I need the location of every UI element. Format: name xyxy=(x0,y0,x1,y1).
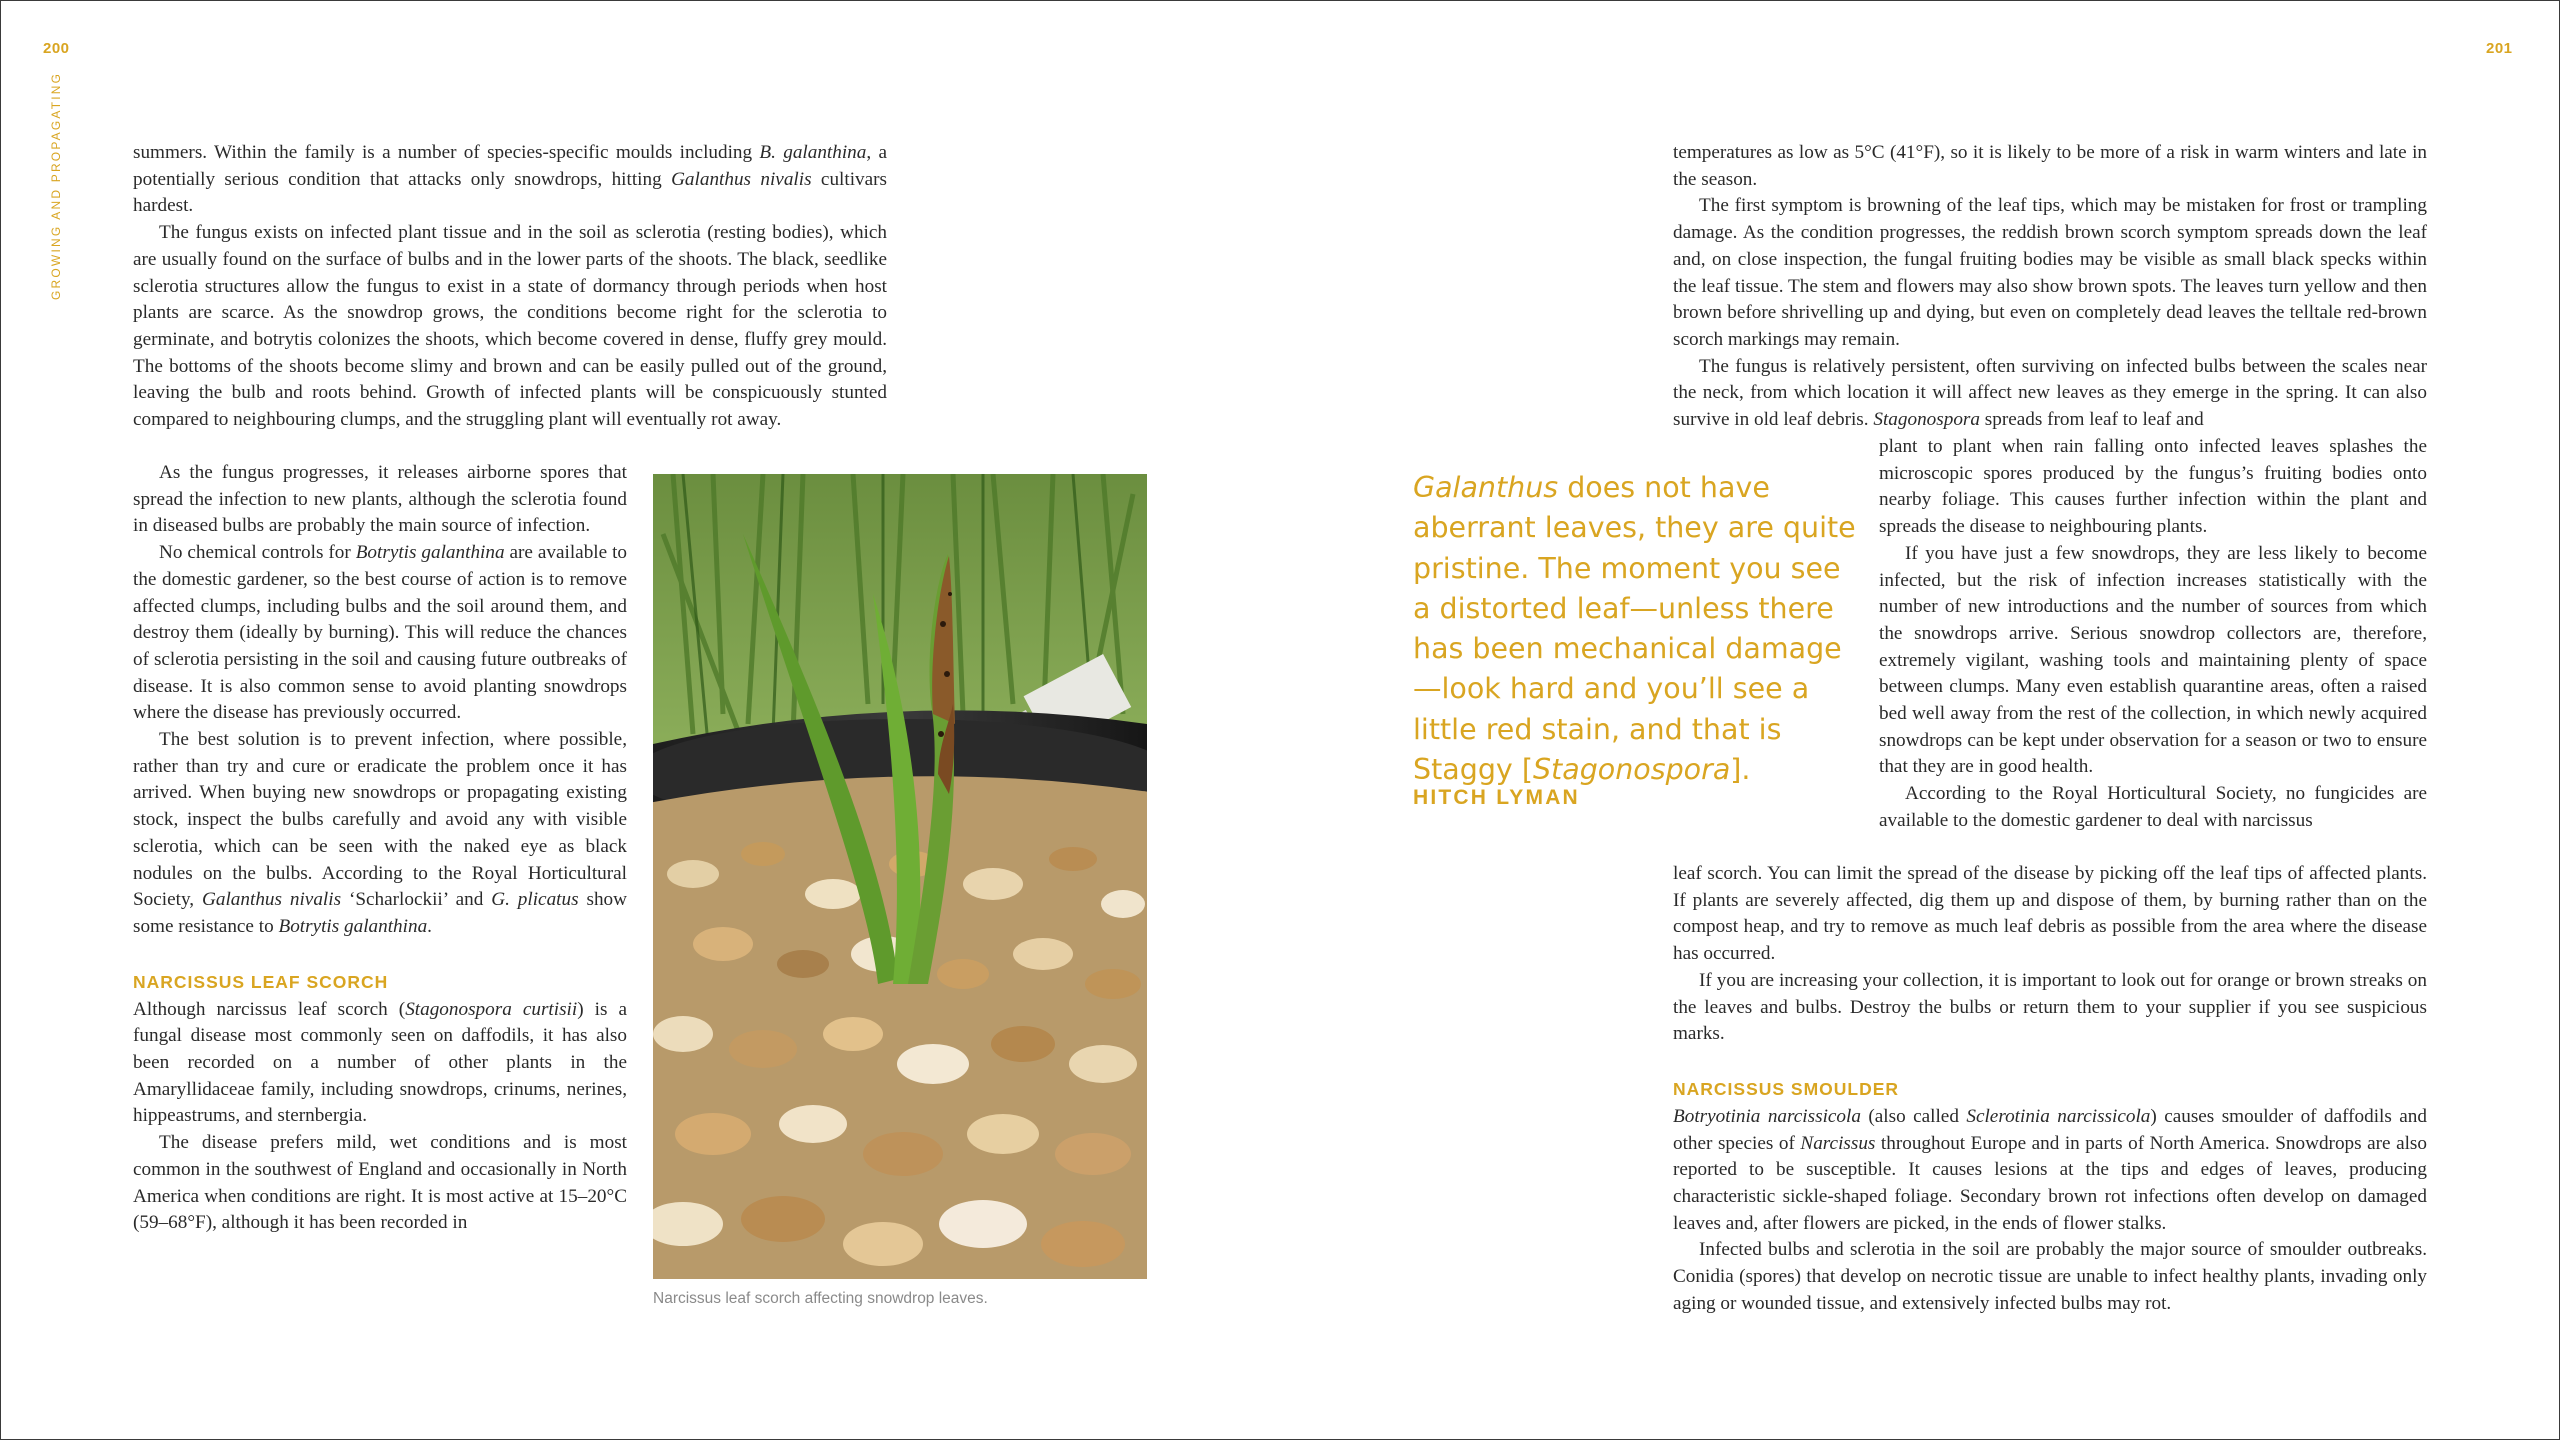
right-paragraph-3b: plant to plant when rain falling onto infected leaves splashes the microscopic spores produced by the fungus’s fruiting bodies onto nearby foliage. This causes further infection within the plant and spreads the disease to neighbouring plants. xyxy=(1879,436,2427,538)
left-paragraph-2: The fungus exists on infected plant tissue and in the soil as sclerotia (resting bodies), which are usually found on the surface of bulbs and in the lower parts of the shoots. The black, seedlike sclerotia structures allow the fungus to exist in a state of dormancy through periods when host plants are scarce. As the snowdrop grows, the conditions become right for the sclerotia to germinate, and botrytis colonizes the shoots, which become covered in dense, fluffy grey mould. The bottoms of the shoots become slimy and brown and can be easily pulled out of the ground, leaving the bulb and roots behind. Growth of infected plants will be conspicuously stunted compared to neighbouring clumps, and the struggling plant will eventually rot away. xyxy=(133,222,887,431)
italic-run: G. plicatus xyxy=(491,889,579,911)
right-paragraph-6: If you are increasing your collection, it is important to look out for orange or brown streaks on the leaves and bulbs. Destroy the bulbs or return them to your supplier if you see suspicious marks. xyxy=(1673,969,2427,1045)
italic-run: Botrytis galanthina xyxy=(278,915,428,937)
photo-caption: Narcissus leaf scorch affecting snowdrop leaves. xyxy=(653,1290,988,1307)
section-heading-leaf-scorch: NARCISSUS LEAF SCORCH xyxy=(133,971,389,992)
snowdrop-illustration xyxy=(653,474,1147,1279)
left-page-number: 200 xyxy=(43,40,70,57)
text-run: Although narcissus leaf scorch ( xyxy=(133,998,406,1020)
text-run: ‘Scharlockii’ and xyxy=(341,889,492,911)
italic-run: Galanthus xyxy=(1413,471,1559,504)
text-run: The best solution is to prevent infection, where possible, rather than try and cure or eradicate the problem once it has arrived. When buying new snowdrops or propagating existing stock, inspect the bulbs carefully and avoid any with visible sclerotia, which can be seen with the naked eye as black nodules on the bulbs. According to the Royal Horticultural Society, xyxy=(133,729,627,911)
left-top-column xyxy=(133,140,887,434)
left-paragraph-4 xyxy=(133,540,627,727)
left-paragraph-7: The disease prefers mild, wet conditions and is most common in the southwest of England and occasionally in North America when conditions are right. It is most active at 15–20°C (59–68°F), although it has been recorded in xyxy=(133,1132,627,1234)
section-heading-smoulder: NARCISSUS SMOULDER xyxy=(1673,1078,1900,1099)
right-paragraph-7 xyxy=(1673,1104,2427,1238)
text-run: The fungus is relatively persistent, often surviving on infected bulbs between the scales near the neck, from which location it will affect new leaves as they emerge in the spring. It can also survive in old leaf debris. xyxy=(1673,355,2427,431)
text-run: does not have aberrant leaves, they are quite pristine. The moment you see a distorted leaf—unless there has been mechanical damage—look hard and you’ll see a little red stain, and that is Staggy [ xyxy=(1413,471,1856,787)
right-page-number: 201 xyxy=(2486,40,2513,57)
left-paragraph-3: As the fungus progresses, it releases airborne spores that spread the infection to new plants, although the sclerotia found in diseased bulbs are probably the main source of infection. xyxy=(133,462,627,537)
right-paragraph-8: Infected bulbs and sclerotia in the soil are probably the major source of smoulder outbreaks. Conidia (spores) that develop on necrotic tissue are unable to infect healthy plants, invading only aging or wounded tissue, and extensively infected bulbs may rot. xyxy=(1673,1239,2427,1314)
text-run: show some resistance to xyxy=(133,889,627,937)
italic-run: Narcissus xyxy=(1800,1132,1876,1154)
italic-run: Sclerotinia narcissicola xyxy=(1966,1105,2151,1127)
right-paragraph-4: If you have just a few snowdrops, they are less likely to become infected, but the risk of infection increases statistically with the number of new introductions and the number of sources from which the snowdrops arrive. Serious snowdrop collectors are, therefore, extremely vigilant, washing tools and maintaining plenty of space between clumps. Many even establish quarantine areas, often a raised bed well away from the rest of the collection, in which newly acquired snowdrops can be kept under observation for a season or two to ensure that they are in good health. xyxy=(1879,542,2427,778)
text-run: spreads from leaf to leaf and xyxy=(1979,409,2204,431)
italic-run: Botrytis galanthina xyxy=(355,542,505,564)
pull-quote xyxy=(1413,468,1861,790)
right-top-column xyxy=(1673,140,2427,434)
text-run: cultivars hardest. xyxy=(133,168,888,217)
text-run: , a potentially serious condition that attacks only snowdrops, hitting xyxy=(133,142,887,190)
text-run: throughout Europe and in parts of North America. Snowdrops are also reported to be susceptible. It causes lesions at the tips and edges of leaves, producing characteristic sickle-shaped foliage. Secondary brown rot infections often develop on damaged leaves and, after flowers are picked, in the ends of flower stalks. xyxy=(1673,1132,2427,1234)
right-paragraph-1: temperatures as low as 5°C (41°F), so it is likely to be more of a risk in warm winters and late in the season. xyxy=(1673,142,2427,190)
left-narrow-column xyxy=(133,460,627,1237)
italic-run: B. galanthina xyxy=(759,142,867,163)
right-paragraph-5b: leaf scorch. You can limit the spread of the disease by picking off the leaf tips of affected plants. If plants are severely affected, dig them up and dispose of them, by burning rather than on the compost heap, and try to remove as much leaf debris as possible from the area where the disease has occurred. xyxy=(1673,863,2427,965)
right-paragraph-2: The first symptom is browning of the leaf tips, which may be mistaken for frost or trampling damage. As the condition progresses, the reddish brown scorch symptom spreads down the leaf and, on close inspection, the fungal fruiting bodies may be visible as small black specks within the leaf tissue. The stem and flowers may also show brown spots. The leaves turn yellow and then brown before shrivelling up and dying, but even on completely dead leaves the telltale red-brown scorch markings may remain. xyxy=(1673,195,2427,350)
italic-run: Stagonospora xyxy=(1532,753,1731,787)
text-run: . xyxy=(427,915,432,937)
text-run: ) is a fungal disease most commonly seen on daffodils, it has also been recorded on a number of other plants in the Amaryllidaceae family, including snowdrops, crinums, nerines, hippeastrums, and sternbergia. xyxy=(133,998,627,1127)
italic-run: Stagonospora curtisii xyxy=(405,998,578,1020)
right-paragraph-3a xyxy=(1673,354,2427,434)
text-run: ) causes smoulder of daffodils and other species of xyxy=(1673,1105,2427,1154)
italic-run: Galanthus nivalis xyxy=(202,889,342,911)
right-narrow-column xyxy=(1879,434,2427,835)
left-paragraph-5 xyxy=(133,727,627,941)
right-bottom-column xyxy=(1673,861,2427,1318)
right-paragraph-5a: According to the Royal Horticultural Society, no fungicides are available to the domestic gardener to deal with narcissus xyxy=(1879,783,2427,831)
text-run: (also called xyxy=(1860,1105,1967,1127)
italic-run: Botryotinia narcissicola xyxy=(1673,1105,1861,1127)
italic-run: Stagonospora xyxy=(1873,409,1980,431)
italic-run: Galanthus nivalis xyxy=(671,168,812,190)
text-run: summers. Within the family is a number of species-specific moulds including xyxy=(133,142,760,163)
text-run: are available to the domestic gardener, so the best course of action is to remove affected clumps, including bulbs and the soil around them, and destroy them (ideally by burning). This will reduce the chances of sclerotia persisting in the soil and causing future outbreaks of disease. It is also common sense to avoid planting snowdrops where the disease has previously occurred. xyxy=(133,542,628,724)
running-head: GROWING AND PROPAGATING xyxy=(49,71,63,300)
left-paragraph-1 xyxy=(133,140,887,220)
text-run: ]. xyxy=(1730,753,1751,787)
text-run: No chemical controls for xyxy=(159,542,356,564)
left-paragraph-6 xyxy=(133,997,627,1131)
snowdrop-photo xyxy=(653,474,1147,1279)
quote-attribution: HITCH LYMAN xyxy=(1413,786,1580,809)
